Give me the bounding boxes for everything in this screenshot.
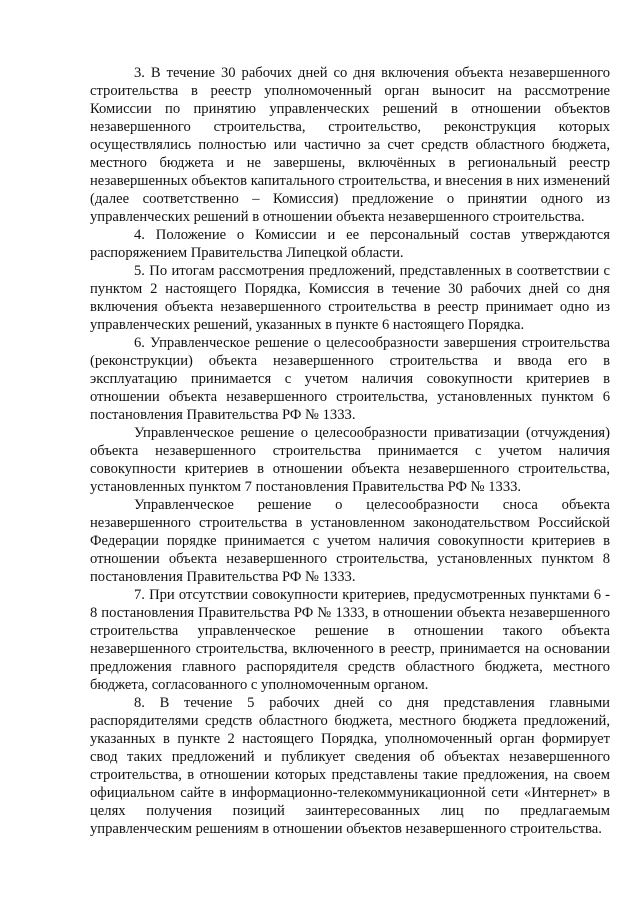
paragraph-7: 7. При отсутствии совокупности критериев, предусмотренных пунктами 6 - 8 постановления Правительства РФ № 1333, в отношении объекта незавершенного строительства управленческое решение в отношении такого объекта незавершенного строительства, включенного в реестр, принимается на основании предложения главного распорядителя средств областного бюджета, местного бюджета, согласованного с уполномоченным органом.: [90, 587, 610, 693]
paragraph-6-privatization: Управленческое решение о целесообразности приватизации (отчуждения) объекта незавершенного строительства принимается с учетом наличия совокупности критериев в отношении объекта незавершенного строительства, установленных пунктом 7 постановления Правительства РФ № 1333.: [90, 425, 610, 495]
paragraph-5: 5. По итогам рассмотрения предложений, представленных в соответствии с пунктом 2 настоящего Порядка, Комиссия в течение 30 рабочих дней со дня включения объекта незавершенного строительства в реестр принимает одно из управленческих решений, указанных в пункте 6 настоящего Порядка.: [90, 263, 610, 333]
paragraph-6-demolition: Управленческое решение о целесообразности сноса объекта незавершенного строительства в установленном законодательством Российской Федерации порядке принимается с учетом наличия совокупности критериев в отношении объекта незавершенного строительства, установленных пунктом 8 постановления Правительства РФ № 1333.: [90, 497, 610, 585]
paragraph-6: 6. Управленческое решение о целесообразности завершения строительства (реконструкции) объекта незавершенного строительства и ввода его в эксплуатацию принимается с учетом наличия совокупности критериев в отношении объекта незавершенного строительства, установленных пунктом 6 постановления Правительства РФ № 1333.: [90, 335, 610, 423]
paragraph-4: 4. Положение о Комиссии и ее персональный состав утверждаются распоряжением Правительства Липецкой области.: [90, 227, 610, 261]
paragraph-3: 3. В течение 30 рабочих дней со дня включения объекта незавершенного строительства в реестр уполномоченный орган выносит на рассмотрение Комиссии по принятию управленческих решений в отношении объектов незавершенного строительства, строительство, реконструкция которых осуществлялись полностью или частично за счет средств областного бюджета, местного бюджета и не завершены, включённых в региональный реестр незавершенных объектов капитального строительства, и внесения в них изменений (далее соответственно – Комиссия) предложение о принятии одного из управленческих решений в отношении объекта незавершенного строительства.: [90, 65, 610, 225]
paragraph-8: 8. В течение 5 рабочих дней со дня представления главными распорядителями средств областного бюджета, местного бюджета предложений, указанных в пункте 2 настоящего Порядка, уполномоченный орган формирует свод таких предложений и публикует сведения об объектах незавершенного строительства, в отношении которых представлены такие предложения, на своем официальном сайте в информационно-телекоммуникационной сети «Интернет» в целях получения позиций заинтересованных лиц по предлагаемым управленческим решениям в отношении объектов незавершенного строительства.: [90, 695, 610, 837]
document-page: [90, 64, 610, 838]
